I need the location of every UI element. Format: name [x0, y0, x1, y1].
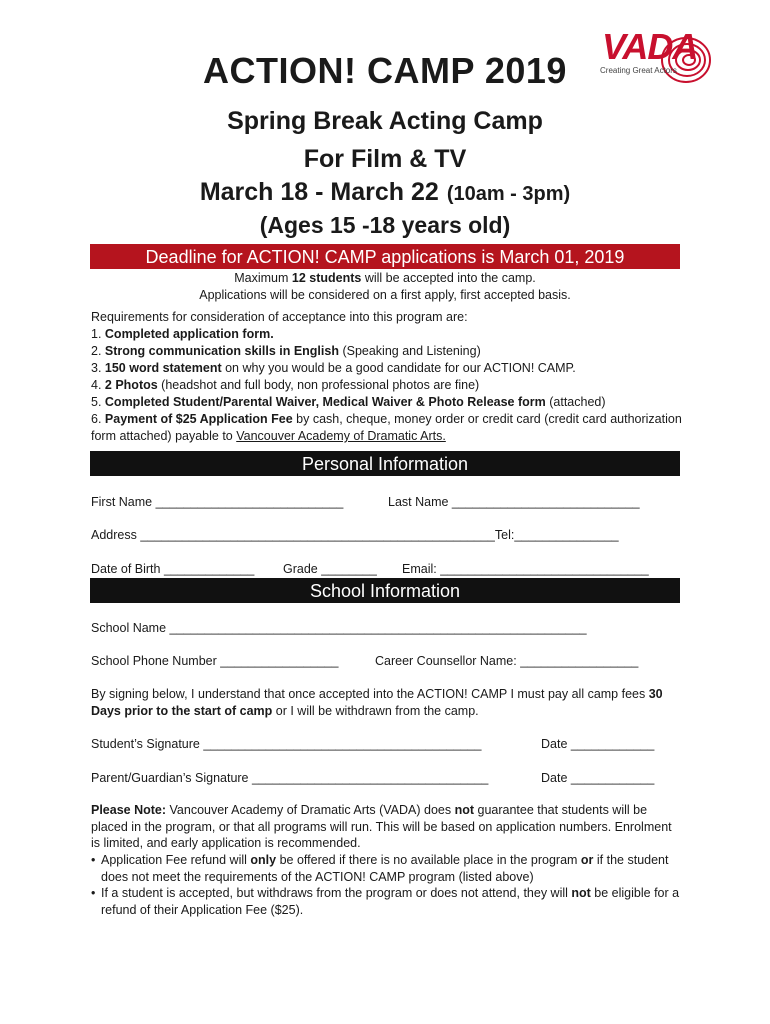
counsellor-field[interactable]: Career Counsellor Name: _________________ [375, 654, 639, 668]
personal-info-heading: Personal Information [90, 451, 680, 476]
list-item: • If a student is accepted, but withdraws from the program or does not attend, they will not be eligible for a refund of their Application Fee ($25). [91, 886, 680, 917]
requirement-item: 5. Completed Student/Parental Waiver, Medical Waiver & Photo Release form (attached) [91, 395, 606, 409]
refund-policy-list [91, 852, 681, 918]
first-name-field[interactable]: First Name ___________________________ [91, 495, 344, 509]
school-info-heading: School Information [90, 578, 680, 603]
grade-field[interactable]: Grade ________ [283, 562, 377, 576]
date-range: March 18 - March 22 [199, 178, 439, 206]
school-phone-row [91, 654, 681, 668]
student-signature-row [91, 737, 681, 751]
vada-logo [592, 26, 722, 86]
dob-field[interactable]: Date of Birth _____________ [91, 562, 255, 576]
name-row [91, 495, 681, 509]
deadline-banner: Deadline for ACTION! CAMP applications is March 01, 2019 [90, 244, 680, 269]
requirements-list [91, 309, 683, 445]
student-date-field[interactable]: Date ____________ [541, 737, 655, 751]
dob-row [91, 562, 681, 576]
please-note: Please Note: Vancouver Academy of Dramatic Arts (VADA) does not guarantee that students will be placed in the program, or that all programs will run. This will be based on application numbers. Enrolment is limited, and early application is recommended. [91, 803, 672, 850]
page-title: ACTION! CAMP 2019 [203, 50, 567, 91]
subtitle-film-tv: For Film & TV [303, 145, 467, 173]
last-name-field[interactable]: Last Name ___________________________ [388, 495, 640, 509]
email-field[interactable]: Email: ______________________________ [402, 562, 649, 576]
parent-date-field[interactable]: Date ____________ [541, 771, 655, 785]
address-field[interactable]: Address ___________________________________________________Tel:_______________ [91, 528, 619, 542]
camp-dates [0, 178, 770, 207]
vada-link: Vancouver Academy of Dramatic Arts. [236, 429, 446, 443]
requirement-item: 4. 2 Photos (headshot and full body, non professional photos are fine) [91, 378, 480, 392]
acceptance-basis-line: Applications will be considered on a first apply, first accepted basis. [199, 288, 571, 302]
logo-wordmark: VADA [602, 26, 698, 67]
requirement-item: 2. Strong communication skills in English (Speaking and Listening) [91, 344, 481, 358]
camp-hours: (10am - 3pm) [446, 183, 571, 205]
requirement-item: 3. 150 word statement on why you would be a good candidate for our ACTION! CAMP. [91, 361, 576, 375]
bullet-icon: • [91, 853, 96, 867]
agreement-text: By signing below, I understand that once accepted into the ACTION! CAMP I must pay all camp fees 30 Days prior to the start of camp or I will be withdrawn from the camp. [91, 687, 663, 718]
bullet-icon: • [91, 886, 96, 900]
parent-signature-field[interactable]: Parent/Guardian’s Signature __________________________________ [91, 771, 489, 785]
logo-tagline: Creating Great Actors [600, 66, 677, 75]
list-item: • Application Fee refund will only be offered if there is no available place in the program or if the student does not meet the requirements of the ACTION! CAMP program (listed above) [91, 853, 669, 884]
requirements-intro: Requirements for consideration of acceptance into this program are: [91, 310, 468, 324]
student-signature-field[interactable]: Student’s Signature ________________________________________ [91, 737, 482, 751]
subtitle-camp: Spring Break Acting Camp [227, 107, 543, 135]
max-students-line: Maximum 12 students will be accepted into the camp. [234, 271, 536, 285]
school-name-field[interactable]: School Name ____________________________________________________________ [91, 621, 587, 635]
school-phone-field[interactable]: School Phone Number _________________ [91, 654, 339, 668]
age-range: (Ages 15 -18 years old) [259, 212, 511, 238]
requirement-item: 1. Completed application form. [91, 327, 274, 341]
requirement-item: 6. Payment of $25 Application Fee by cash, cheque, money order or credit card (credit card authorization form attached) payable to Vancouver Academy of Dramatic Arts. [91, 412, 682, 443]
parent-signature-row [91, 771, 681, 785]
